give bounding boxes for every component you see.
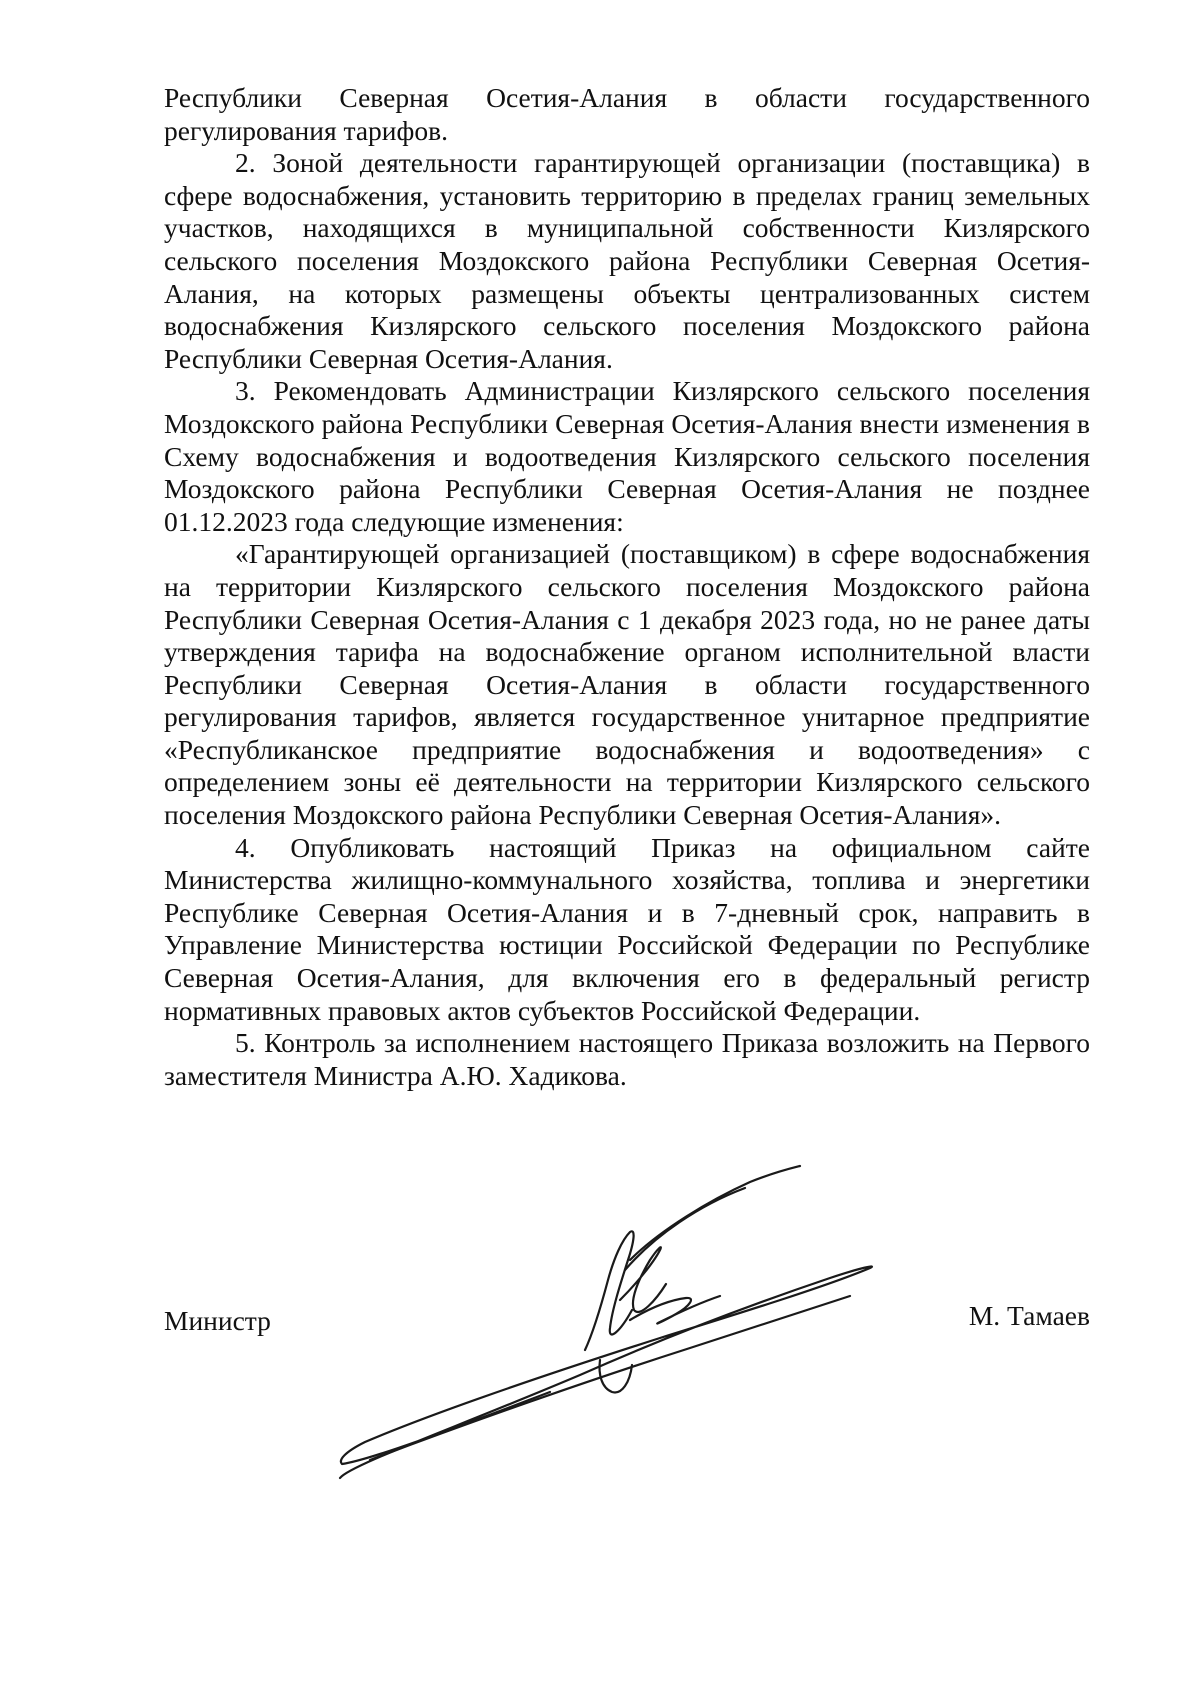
paragraph-continuation: Республики Северная Осетия-Алания в области государственного регулирования тарифов. (164, 82, 1090, 146)
signatory-name: М. Тамаев (968, 1300, 1090, 1331)
document-body (164, 82, 1090, 1092)
paragraph-quote: «Гарантирующей организацией (поставщиком) в сфере водоснабжения на территории Кизлярского сельского поселения Моздокского района Республики Северная Осетия-Алания с 1 декабря 2023 года, но не ранее даты утверждения тарифа на водоснабжение органом исполнительной власти Республики Северная Осетия-Алания в области государственного регулирования тарифов, является государственное унитарное предприятие «Республиканское предприятие водоснабжения и водоотведения» с определением зоны её деятельности на территории Кизлярского сельского поселения Моздокского района Республики Северная Осетия-Алания». (164, 538, 1090, 831)
paragraph-item-3: 3. Рекомендовать Администрации Кизлярского сельского поселения Моздокского района Республики Северная Осетия-Алания внести изменения в Схему водоснабжения и водоотведения Кизлярского сельского поселения Моздокского района Республики Северная Осетия-Алания не позднее 01.12.2023 года следующие изменения: (164, 375, 1090, 537)
signatory-position: Министр (164, 1305, 271, 1336)
paragraph-item-4: 4. Опубликовать настоящий Приказ на официальном сайте Министерства жилищно-коммунального хозяйства, топлива и энергетики Республике Северная Осетия-Алания и в 7-дневный срок, направить в Управление Министерства юстиции Российской Федерации по Республике Северная Осетия-Алания, для включения его в федеральный регистр нормативных правовых актов субъектов Российской Федерации. (164, 831, 1090, 1026)
handwritten-signature (330, 1160, 910, 1480)
paragraph-item-2: 2. Зоной деятельности гарантирующей организации (поставщика) в сфере водоснабжения, установить территорию в пределах границ земельных участков, находящихся в муниципальной собственности Кизлярского сельского поселения Моздокского района Республики Северная Осетия-Алания, на которых размещены объекты централизованных систем водоснабжения Кизлярского сельского поселения Моздокского района Республики Северная Осетия-Алания. (164, 147, 1090, 374)
paragraph-item-5: 5. Контроль за исполнением настоящего Приказа возложить на Первого заместителя Министра А.Ю. Хадикова. (164, 1027, 1090, 1091)
